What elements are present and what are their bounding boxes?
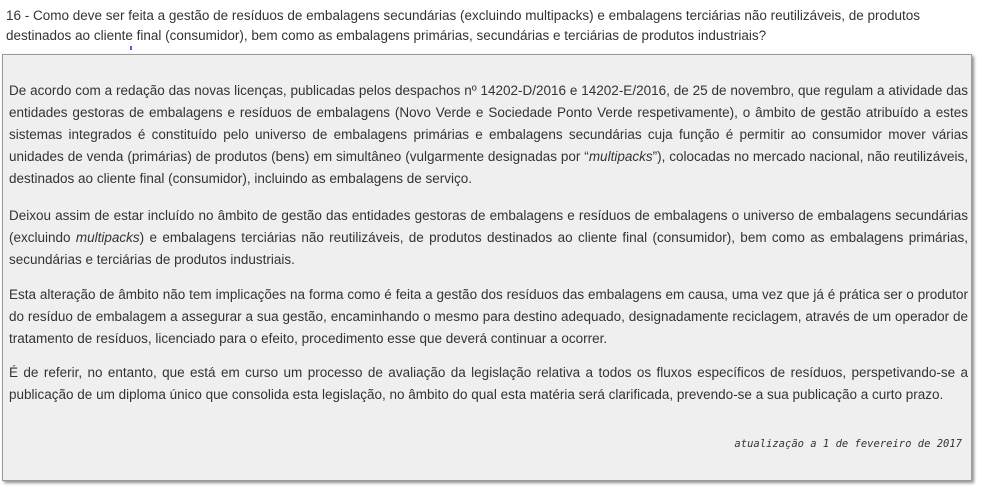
answer-paragraph-1 — [9, 80, 968, 190]
answer-paragraph-2 — [9, 205, 968, 271]
answer-paragraph-1-emphasis: multipacks — [588, 149, 653, 164]
answer-paragraph-2-start: Deixou assim de estar incluído no âmbito de gestão das entidades gestoras de embalagens e resíduos de embalagens o universo de embalagens secundárias (excluindo — [9, 208, 968, 245]
answer-paragraph-3: Esta alteração de âmbito não tem implicações na forma como é feita a gestão dos resíduos das embalagens em causa, uma vez que já é prática ser o produtor do resíduo de embalagem a assegurar a sua gestão, encaminhando o mesmo para destino adequado, designadamente reciclagem, através de um operador de tratamento de resíduos, licenciado para o efeito, procedimento esse que deverá continuar a ocorrer. — [9, 287, 968, 346]
answer-paragraph-4: É de referir, no entanto, que está em curso um processo de avaliação da legislação relativa a todos os fluxos específicos de resíduos, perspetivando-se a publicação de um diploma único que consolida esta legislação, no âmbito do qual esta matéria será clarificada, prevendo-se a sua publicação a curto prazo. — [9, 365, 968, 402]
update-date-note: atualização a 1 de fevereiro de 2017 — [734, 438, 962, 450]
answer-paragraph-1-end: ”), colocadas no mercado nacional, não reutilizáveis, destinados ao cliente final (consumidor), incluindo as embalagens de serviço. — [9, 149, 969, 186]
answer-paragraph-2-emphasis: multipacks — [75, 230, 140, 245]
faq-question: 16 - Como deve ser feita a gestão de resíduos de embalagens secundárias (excluindo multipacks) e embalagens terciárias não reutilizáveis, de produtos destinados ao cliente final (consumidor), bem como as embalagens primárias, secundárias e terciárias de produtos industriais? — [6, 8, 921, 43]
faq-answer-box — [2, 54, 972, 481]
cursor-marker — [130, 46, 132, 50]
answer-paragraph-1-start: De acordo com a redação das novas licenças, publicadas pelos despachos nº 14202-D/2016 e 14202-E/2016, de 25 de novembro, que regulam a atividade das entidades gestoras de embalagens e resíduos de embalagens (Novo Verde e Sociedade Ponto Verde respetivamente), o âmbito de gestão atribuído a estes sistemas integrados é constituído pelo universo de embalagens primárias e embalagens secundárias cuja função é permitir ao consumidor mover várias unidades de venda (primárias) de produtos (bens) em simultâneo (vulgarmente designadas por “ — [9, 83, 968, 164]
answer-paragraph-2-end: ) e embalagens terciárias não reutilizáveis, de produtos destinados ao cliente final (consumidor), bem como as embalagens primárias, secundárias e terciárias de produtos industriais. — [9, 230, 968, 267]
